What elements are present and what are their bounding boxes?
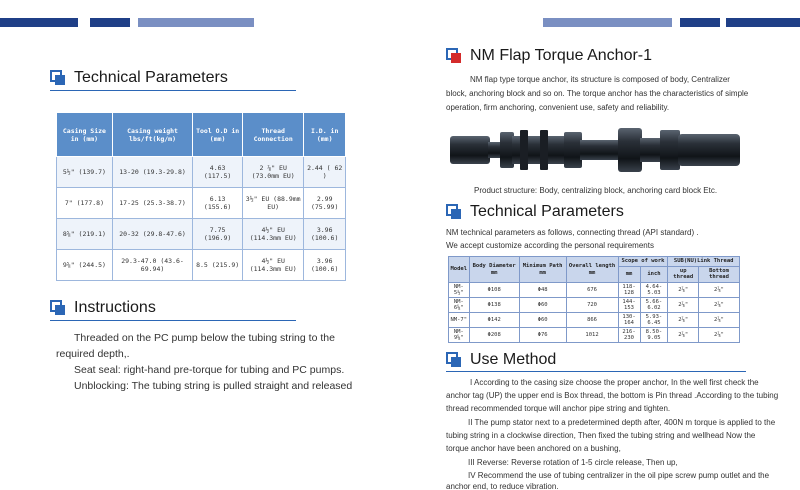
tech-line-1: NM technical parameters as follows, connecting thread (API standard) . bbox=[446, 228, 699, 237]
table-cell: 2⅞" bbox=[668, 328, 699, 343]
th-casing-size: Casing Size in (mm) bbox=[57, 113, 113, 157]
table-cell: 3½" EU (88.9mm EU) bbox=[242, 188, 303, 219]
th-bottom-thread: Bottom thread bbox=[699, 266, 740, 282]
table-header-row bbox=[449, 257, 740, 267]
right-tech-heading bbox=[446, 203, 624, 221]
table-cell: 130-164 bbox=[618, 313, 640, 328]
table-cell: Φ138 bbox=[469, 298, 519, 313]
table-cell: 7" (177.8) bbox=[57, 188, 113, 219]
product-caption: Product structure: Body, centralizing block, anchoring card block Etc. bbox=[474, 186, 718, 195]
table-cell: 4.63 (117.5) bbox=[193, 157, 243, 188]
right-tech-title: Technical Parameters bbox=[470, 203, 624, 220]
table-row bbox=[449, 328, 740, 343]
instr-line-2: required depth,. bbox=[56, 348, 130, 360]
table-row bbox=[57, 250, 346, 281]
th-scope-of-work: Scope of work bbox=[618, 257, 668, 267]
left-tech-title: Technical Parameters bbox=[74, 69, 228, 86]
table-row bbox=[57, 219, 346, 250]
th-mm: mm bbox=[618, 266, 640, 282]
use-line-2: anchor tag (UP) the upper end is Box thread, the bottom is Pin thread .According to the tubing bbox=[446, 391, 779, 400]
th-inch: inch bbox=[640, 266, 668, 282]
top-bar-right-light bbox=[543, 18, 672, 27]
torque-anchor-image bbox=[450, 122, 740, 178]
th-min-path: Minimum Path mm bbox=[519, 257, 566, 283]
th-casing-weight: Casing weight lbs/ft(kg/m) bbox=[112, 113, 192, 157]
square-bullet-icon bbox=[446, 204, 462, 220]
th-up-thread: up thread bbox=[668, 266, 699, 282]
table-cell: NM-5½" bbox=[449, 283, 470, 298]
table-cell: 2⅞" bbox=[699, 313, 740, 328]
top-bar-left-dark bbox=[0, 18, 78, 27]
table-cell: 2 ⅞" EU (73.0mm EU) bbox=[242, 157, 303, 188]
table-cell: 6.13 (155.6) bbox=[193, 188, 243, 219]
th-tool-od: Tool O.D in (mm) bbox=[193, 113, 243, 157]
top-bar-left-light bbox=[138, 18, 254, 27]
th-thread-connection: Thread Connection bbox=[242, 113, 303, 157]
square-bullet-red-icon bbox=[446, 48, 462, 64]
table-cell: Φ142 bbox=[469, 313, 519, 328]
table-row bbox=[57, 157, 346, 188]
table-cell: 144-153 bbox=[618, 298, 640, 313]
table-row bbox=[449, 298, 740, 313]
table-cell: 8.5 (215.9) bbox=[193, 250, 243, 281]
table-cell: 676 bbox=[566, 283, 618, 298]
table-cell: Φ60 bbox=[519, 313, 566, 328]
use-line-6: torque anchor have been anchored on a bushing, bbox=[446, 444, 621, 453]
square-bullet-icon bbox=[50, 300, 66, 316]
square-bullet-icon bbox=[446, 352, 462, 368]
table-cell: 2⅞" bbox=[699, 283, 740, 298]
table-cell: 3.96 (100.6) bbox=[304, 250, 346, 281]
table-cell: 118-128 bbox=[618, 283, 640, 298]
table-row bbox=[449, 283, 740, 298]
model-spec-table bbox=[448, 256, 740, 343]
table-row bbox=[57, 188, 346, 219]
intro-line-3: operation, firm anchoring, convenient use, safety and reliability. bbox=[446, 103, 670, 112]
table-cell: 4.64-5.03 bbox=[640, 283, 668, 298]
use-line-8: IV Recommend the use of tubing centralizer in the oil pipe screw pump outlet and the bbox=[468, 471, 770, 480]
instructions-title: Instructions bbox=[74, 299, 156, 316]
table-cell: Φ76 bbox=[519, 328, 566, 343]
table-cell: 5.66-6.02 bbox=[640, 298, 668, 313]
table-cell: 2⅞" bbox=[668, 298, 699, 313]
table-cell: 29.3-47.0 (43.6-69.94) bbox=[112, 250, 192, 281]
table-cell: 8.50-9.05 bbox=[640, 328, 668, 343]
use-line-1: I According to the casing size choose the proper anchor, In the well first check the bbox=[470, 378, 759, 387]
table-cell: 4½" EU (114.3mm EU) bbox=[242, 219, 303, 250]
table-cell: 7.75 (196.9) bbox=[193, 219, 243, 250]
use-line-4: II The pump stator next to a predetermined depth after, 400N m torque is applied to the bbox=[468, 418, 776, 427]
use-line-5: tubing string in a clockwise direction, Then fixed the tubing string and wellhead Now the bbox=[446, 431, 756, 440]
instr-line-3: Seat seal: right-hand pre-torque for tubing and PC pumps. bbox=[74, 364, 345, 376]
th-model: Model bbox=[449, 257, 470, 283]
table-cell: 8⅝" (219.1) bbox=[57, 219, 113, 250]
table-cell: NM-6⅝" bbox=[449, 298, 470, 313]
table-cell: 2⅞" bbox=[668, 313, 699, 328]
table-cell: Φ60 bbox=[519, 298, 566, 313]
th-body-diameter: Body Diameter mm bbox=[469, 257, 519, 283]
left-tech-heading bbox=[50, 69, 228, 87]
table-cell: NM-9⅝" bbox=[449, 328, 470, 343]
tech-line-2: We accept customize according the personal requirements bbox=[446, 241, 654, 250]
table-cell: 4½" EU (114.3mm EU) bbox=[242, 250, 303, 281]
table-cell: 5½" (139.7) bbox=[57, 157, 113, 188]
th-overall-length: Overall length mm bbox=[566, 257, 618, 283]
intro-line-1: NM flap type torque anchor, its structure is composed of body, Centralizer bbox=[470, 75, 730, 84]
top-bar-right-dark bbox=[726, 18, 800, 27]
table-cell: Φ48 bbox=[519, 283, 566, 298]
use-line-3: thread recommended torque will anchor pipe string and tighten. bbox=[446, 404, 671, 413]
instructions-heading bbox=[50, 299, 156, 317]
use-method-title: Use Method bbox=[470, 351, 557, 368]
table-cell: 13-20 (19.3-29.8) bbox=[112, 157, 192, 188]
intro-line-2: block, anchoring block and so on. The torque anchor has the characteristics of simple bbox=[446, 89, 749, 98]
use-line-9: anchor end, to reduce vibration. bbox=[446, 482, 559, 490]
square-bullet-icon bbox=[50, 70, 66, 86]
product-title: NM Flap Torque Anchor-1 bbox=[470, 47, 653, 64]
table-cell: 5.93-6.45 bbox=[640, 313, 668, 328]
table-cell: 2⅞" bbox=[668, 283, 699, 298]
table-row bbox=[449, 313, 740, 328]
table-cell: 720 bbox=[566, 298, 618, 313]
table-cell: NM-7" bbox=[449, 313, 470, 328]
table-cell: Φ208 bbox=[469, 328, 519, 343]
table-cell: 2⅞" bbox=[699, 328, 740, 343]
instr-line-4: Unblocking: The tubing string is pulled straight and released bbox=[74, 380, 353, 392]
top-bar-left-mid bbox=[90, 18, 130, 27]
instr-line-1: Threaded on the PC pump below the tubing string to the bbox=[74, 332, 335, 344]
table-cell: Φ108 bbox=[469, 283, 519, 298]
table-cell: 9⅝" (244.5) bbox=[57, 250, 113, 281]
table-cell: 2⅞" bbox=[699, 298, 740, 313]
casing-parameter-table bbox=[56, 112, 346, 281]
table-cell: 2.44 ( 62 ) bbox=[304, 157, 346, 188]
top-bar-right-mid bbox=[680, 18, 720, 27]
table-header-row bbox=[57, 113, 346, 157]
use-method-underline bbox=[446, 371, 746, 372]
product-heading bbox=[446, 47, 652, 65]
table-cell: 20-32 (29.8-47.6) bbox=[112, 219, 192, 250]
table-cell: 216-230 bbox=[618, 328, 640, 343]
th-link-thread: SUB(NU)Link Thread bbox=[668, 257, 740, 267]
table-cell: 3.96 (100.6) bbox=[304, 219, 346, 250]
table-cell: 866 bbox=[566, 313, 618, 328]
use-method-heading bbox=[446, 351, 556, 369]
table-cell: 17-25 (25.3-38.7) bbox=[112, 188, 192, 219]
table-cell: 2.99 (75.99) bbox=[304, 188, 346, 219]
use-line-7: III Reverse: Reverse rotation of 1-5 circle release, Then up, bbox=[468, 458, 678, 467]
th-id: I.D. in (mm) bbox=[304, 113, 346, 157]
left-tech-underline bbox=[50, 90, 296, 91]
instructions-underline bbox=[50, 320, 296, 321]
table-cell: 1012 bbox=[566, 328, 618, 343]
